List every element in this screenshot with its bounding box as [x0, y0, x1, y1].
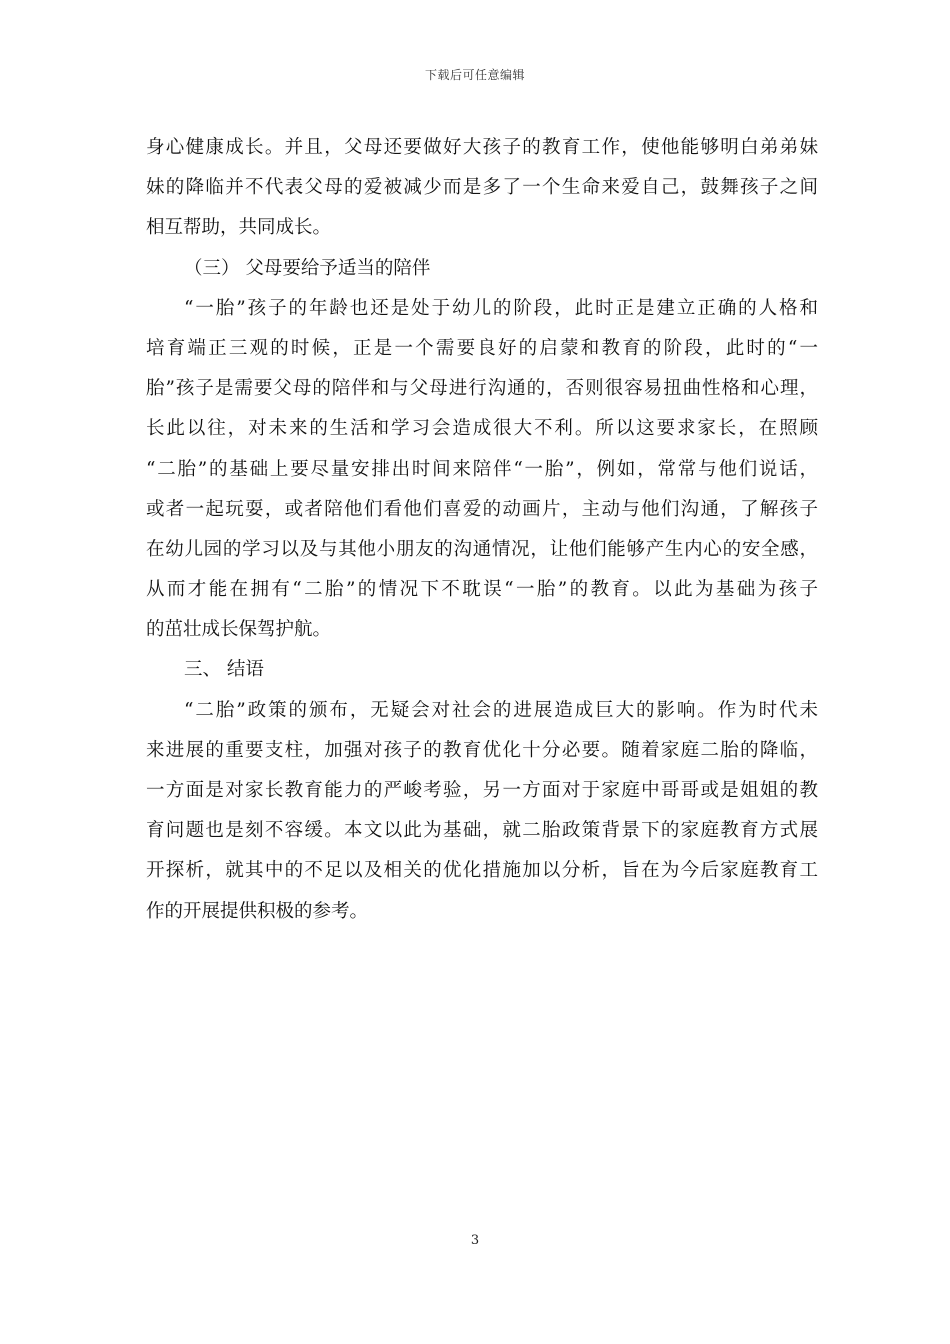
heading-line: 三、 结语: [184, 659, 264, 681]
text-line: 身心健康成长。并且，父母还要做好大孩子的教育工作，使他能够明白弟弟妹: [146, 137, 818, 158]
page-number: 3: [470, 1233, 480, 1248]
paragraph-continuation: [146, 128, 818, 249]
paragraph-companionship: [146, 289, 818, 651]
text-line: 来进展的重要支柱，加强对孩子的教育优化十分必要。随着家庭二胎的降临，: [146, 739, 818, 761]
text-line: “二胎”的基础上要尽量安排出时间来陪伴“一胎”，例如，常常与他们说话，: [146, 458, 818, 480]
text-line: 长此以往，对未来的生活和学习会造成很大不利。所以这要求家长，在照顾: [146, 418, 818, 440]
body-text: [146, 128, 818, 932]
heading-line: （三） 父母要给予适当的陪伴: [184, 257, 431, 279]
text-line: 或者一起玩耍，或者陪他们看他们喜爱的动画片，主动与他们沟通，了解孩子: [146, 498, 818, 520]
text-line: 培育端正三观的时候，正是一个需要良好的启蒙和教育的阶段，此时的“一: [146, 337, 818, 359]
text-line: 育问题也是刻不容缓。本文以此为基础，就二胎政策背景下的家庭教育方式展: [146, 820, 818, 842]
text-line: 相互帮助，共同成长。: [146, 217, 332, 239]
text-line: 开探析，就其中的不足以及相关的优化措施加以分析，旨在为今后家庭教育工: [146, 860, 818, 882]
text-line: “一胎”孩子的年龄也还是处于幼儿的阶段，此时正是建立正确的人格和: [184, 297, 818, 319]
text-line: 妹的降临并不代表父母的爱被减少而是多了一个生命来爱自己，鼓舞孩子之间: [146, 177, 818, 199]
text-line: 胎”孩子是需要父母的陪伴和与父母进行沟通的，否则很容易扭曲性格和心理，: [146, 378, 818, 400]
page-header: 下载后可任意编辑: [424, 68, 525, 82]
text-line: 作的开展提供积极的参考。: [146, 900, 369, 922]
paragraph-conclusion: [146, 691, 818, 932]
text-line: 在幼儿园的学习以及与其他小朋友的沟通情况，让他们能够产生内心的安全感，: [146, 538, 818, 560]
section-heading-conclusion: [146, 650, 818, 690]
text-line: “二胎”政策的颁布，无疑会对社会的进展造成巨大的影响。作为时代未: [184, 699, 818, 721]
text-line: 的茁壮成长保驾护航。: [146, 619, 332, 641]
section-heading-parent-companionship: [146, 249, 818, 289]
text-line: 一方面是对家长教育能力的严峻考验，另一方面对于家庭中哥哥或是姐姐的教: [146, 780, 818, 801]
text-line: 从而才能在拥有“二胎”的情况下不耽误“一胎”的教育。以此为基础为孩子: [146, 579, 818, 601]
